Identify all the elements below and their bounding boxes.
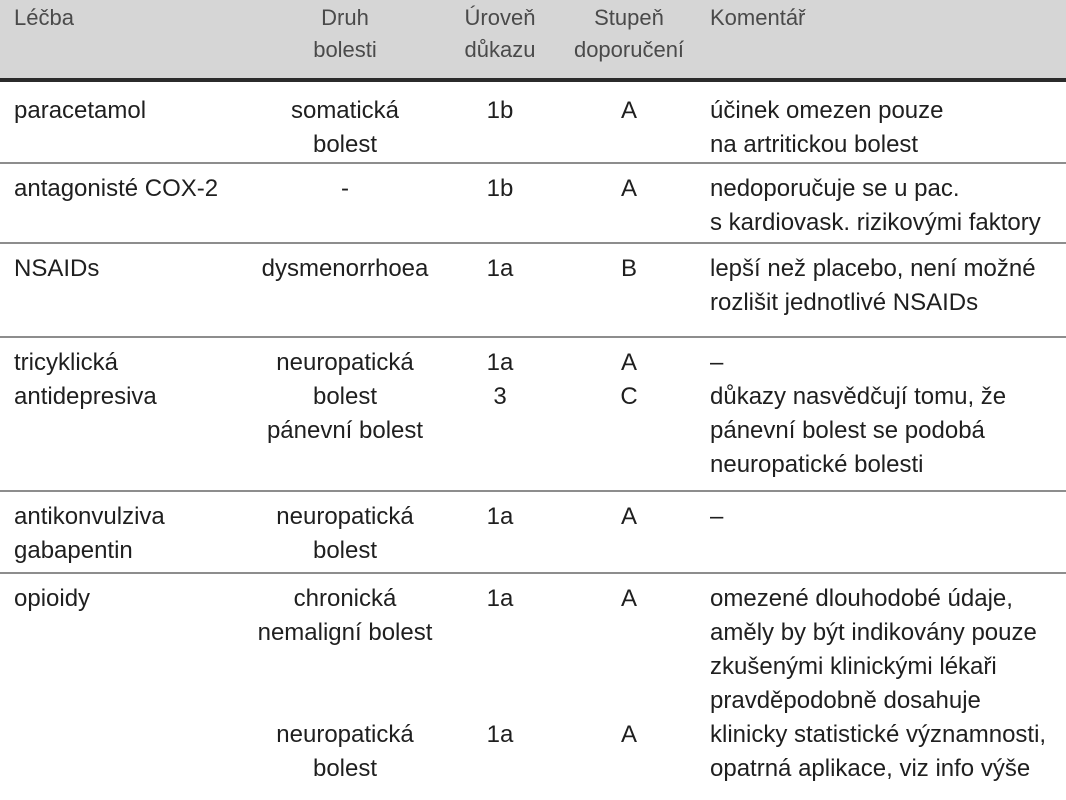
cell-treatment: antikonvulziva gabapentin	[14, 503, 165, 564]
cell-pain-type: neuropatická bolest	[276, 721, 414, 782]
cell-comment: lepší než placebo, není možné rozlišit jednotlivé NSAIDs	[710, 255, 1036, 316]
cell-treatment: NSAIDs	[14, 255, 100, 282]
cell-pain-type: -	[341, 175, 349, 202]
cell-evidence: 1a	[486, 503, 514, 530]
cell-comment: –	[710, 503, 724, 530]
header-recommendation: Stupeň doporučení	[573, 5, 685, 62]
cell-pain-type: chronická nemaligní bolest	[257, 585, 433, 646]
cell-evidence: 1a	[486, 721, 514, 748]
cell-comment: omezené dlouhodobé údaje, aměly by být indikovány pouze zkušenými klinickými lékaři	[710, 585, 1037, 680]
cell-treatment: opioidy	[14, 585, 91, 612]
header-treatment: Léčba	[14, 5, 74, 30]
cell-treatment: antagonisté COX-2	[14, 175, 219, 202]
cell-recommendation: B	[620, 255, 637, 282]
cell-comment: účinek omezen pouze na artritickou bolest	[710, 97, 944, 158]
cell-recommendation: A	[620, 503, 637, 530]
cell-evidence: 1a	[486, 255, 514, 282]
cell-evidence: 1a	[486, 585, 514, 612]
cell-pain-type: neuropatická bolest pánevní bolest	[266, 349, 424, 444]
table-row	[0, 338, 1066, 490]
cell-comment: – důkazy nasvědčují tomu, že pánevní bolest se podobá neuropatické bolesti	[710, 349, 1007, 478]
cell-pain-type: neuropatická bolest	[276, 503, 414, 564]
cell-evidence: 1b	[486, 175, 514, 202]
table-row	[0, 574, 1066, 800]
cell-recommendation: A	[620, 585, 637, 612]
header-comment: Komentář	[710, 5, 806, 30]
table-row	[0, 164, 1066, 240]
cell-recommendation: A	[620, 721, 637, 748]
header-evidence: Úroveň důkazu	[464, 5, 536, 62]
cell-pain-type: dysmenorrhoea	[261, 255, 429, 282]
table-row	[0, 244, 1066, 320]
header-pain-type: Druh bolesti	[313, 5, 377, 62]
cell-treatment: tricyklická antidepresiva	[14, 349, 157, 410]
table-row	[0, 86, 1066, 160]
cell-evidence: 1b	[486, 97, 514, 124]
cell-evidence: 1a 3	[486, 349, 514, 410]
cell-pain-type: somatická bolest	[290, 97, 400, 158]
cell-comment: pravděpodobně dosahuje klinicky statistické významnosti, opatrná aplikace, viz info výše	[710, 687, 1047, 782]
cell-recommendation: A	[620, 175, 637, 202]
table-row	[0, 492, 1066, 570]
cell-recommendation: A	[620, 97, 637, 124]
cell-comment: nedoporučuje se u pac. s kardiovask. rizikovými faktory	[710, 175, 1041, 236]
cell-treatment: paracetamol	[14, 97, 147, 124]
cell-recommendation: A C	[620, 349, 638, 410]
